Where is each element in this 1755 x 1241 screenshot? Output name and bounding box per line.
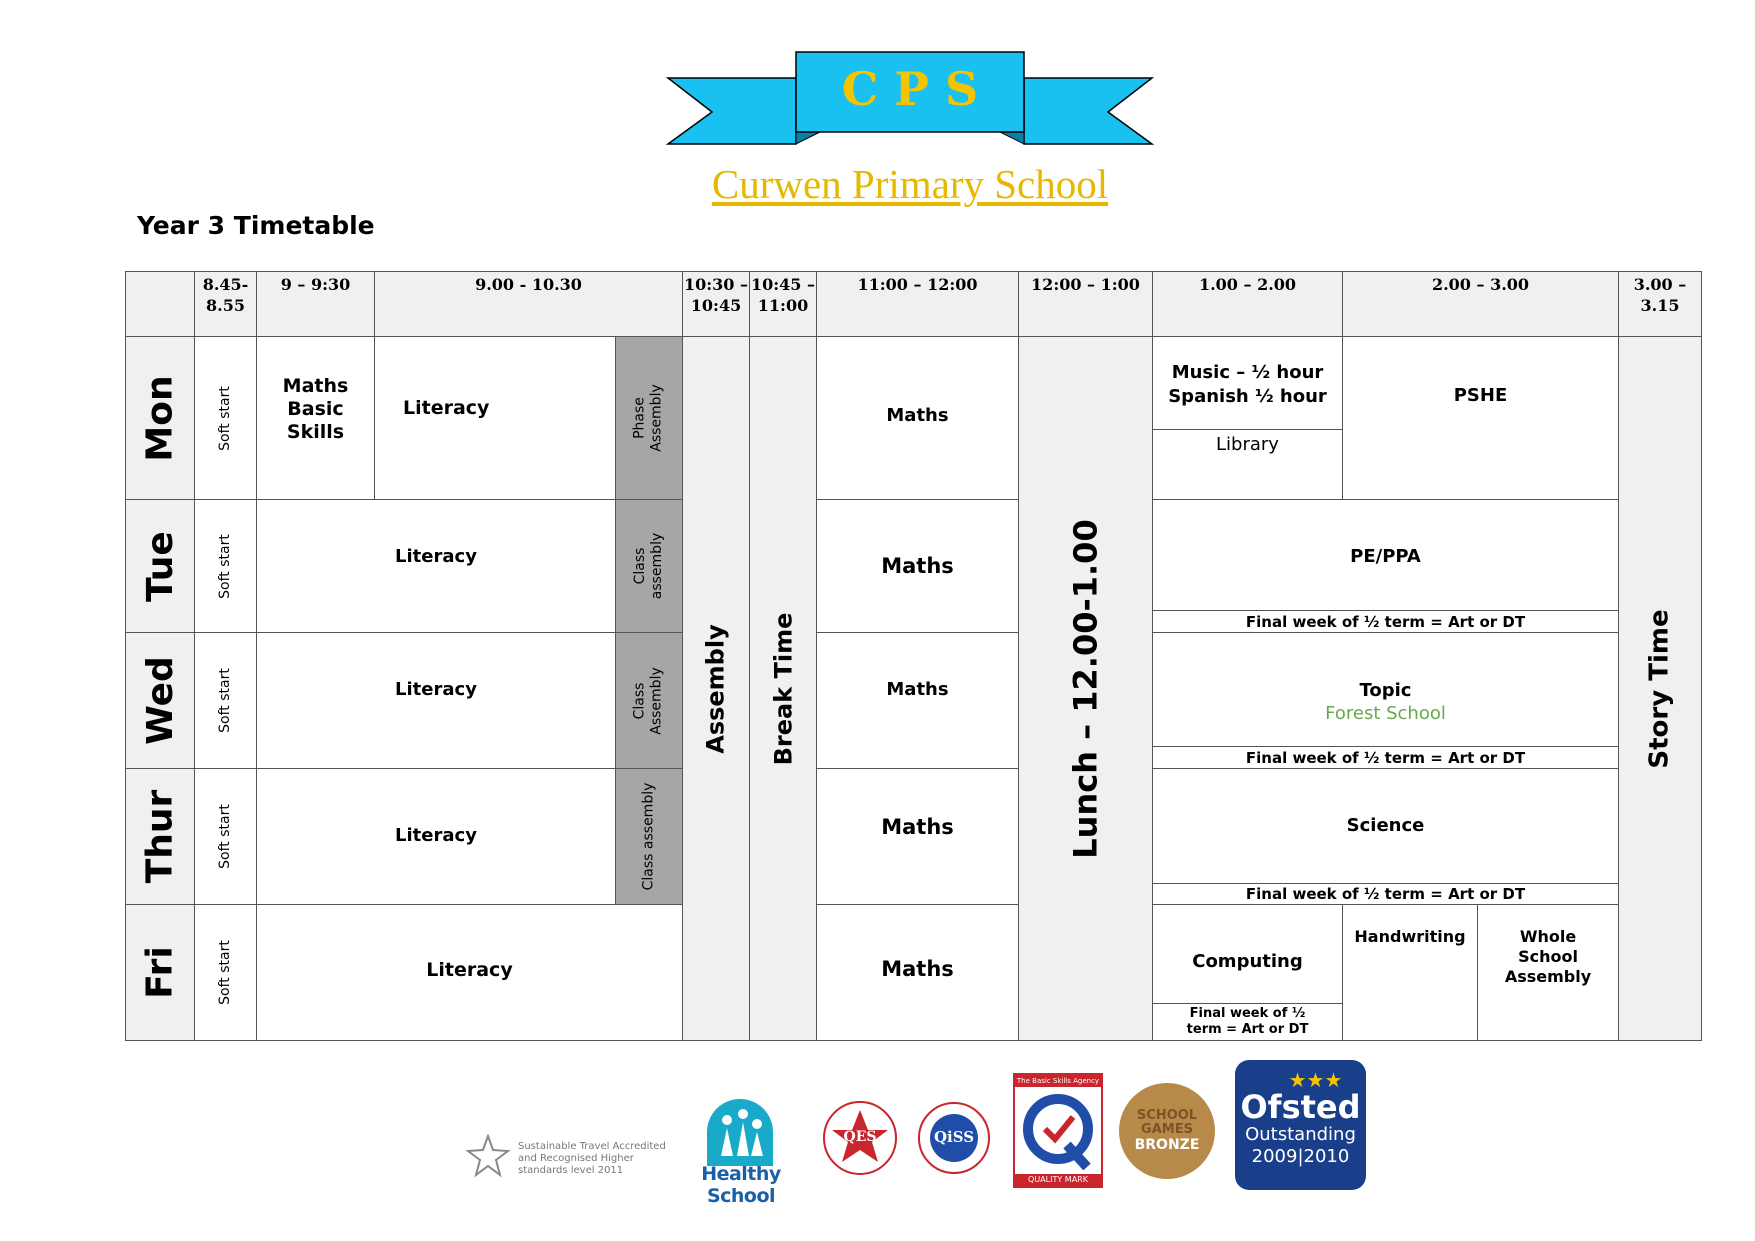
fri-final-week-note: [1152, 1003, 1343, 1041]
pe-ppa-text: PE/PPA: [1350, 546, 1421, 567]
handwriting-text: Handwriting: [1354, 927, 1466, 946]
fri-computing: [1152, 904, 1343, 1004]
break-time-column: [749, 336, 817, 1041]
literacy-text: Literacy: [395, 825, 477, 846]
final-week-text: Final week of ½ term = Art or DT: [1245, 612, 1526, 631]
healthy-school-icon: [703, 1096, 777, 1166]
thur-class-assembly: [615, 768, 683, 905]
story-time-column: [1618, 336, 1702, 1041]
healthy-school-text: Healthy School: [701, 1163, 781, 1207]
wed-literacy: [256, 632, 616, 769]
whole-school-assembly-text: Whole School Assembly: [1504, 927, 1592, 986]
lunch-column: [1018, 336, 1153, 1041]
phase-assembly-text: Phase Assembly: [632, 384, 665, 452]
lunch-text: Lunch – 12.00-1.00: [1066, 518, 1105, 859]
literacy-text: Literacy: [395, 546, 477, 567]
day-label-tue: [125, 499, 195, 633]
ofsted-years-text: 2009|2010: [1251, 1146, 1350, 1167]
final-week-text: Final week of ½ term = Art or DT: [1245, 748, 1526, 767]
soft-start-mon: [194, 336, 257, 500]
thur-final-week-note: [1152, 883, 1619, 905]
soft-start-tue: [194, 499, 257, 633]
soft-start-wed: [194, 632, 257, 769]
soft-start-text: Soft start: [217, 668, 233, 733]
fri-literacy: [256, 904, 683, 1041]
time-header: 10:30 – 10:45: [682, 271, 750, 337]
final-week-text: Final week of ½ term = Art or DT: [1186, 1006, 1309, 1037]
ofsted-logo: [1235, 1060, 1366, 1190]
quality-mark-logo: [1013, 1073, 1103, 1188]
qes-text: QES: [843, 1129, 877, 1145]
thur-literacy: [256, 768, 616, 905]
literacy-text: Literacy: [426, 959, 513, 981]
maths-basic-text: Maths Basic Skills: [282, 375, 349, 443]
mon-pshe: [1342, 336, 1619, 500]
forest-school-text: Forest School: [1325, 703, 1446, 724]
time-header: 8.45- 8.55: [194, 271, 257, 337]
maths-text: Maths: [881, 957, 954, 981]
day-label-wed: [125, 632, 195, 769]
day-fri-text: Fri: [139, 946, 181, 999]
school-games-text: SCHOOL GAMES: [1136, 1108, 1198, 1137]
wed-final-week-note: [1152, 746, 1619, 769]
story-time-text: Story Time: [1645, 608, 1675, 769]
assembly-column: [682, 336, 750, 1041]
sustainable-travel-text: Sustainable Travel Accredited and Recognised Higher standards level 2011: [518, 1141, 666, 1176]
ofsted-text: Ofsted: [1240, 1088, 1361, 1126]
header-corner: [125, 271, 195, 337]
banner-text: C P S: [841, 62, 979, 116]
page-title: Year 3 Timetable: [137, 211, 375, 240]
thur-maths: [816, 768, 1019, 905]
soft-start-fri: [194, 904, 257, 1041]
basic-skills-text: The Basic Skills Agency: [1016, 1077, 1100, 1085]
fri-handwriting: [1342, 904, 1478, 1041]
final-week-text: Final week of ½ term = Art or DT: [1245, 885, 1526, 903]
tue-final-week-note: [1152, 610, 1619, 633]
mon-maths: [816, 336, 1019, 500]
day-mon-text: Mon: [139, 374, 181, 462]
time-header: 2.00 – 3.00: [1342, 271, 1619, 337]
maths-text: Maths: [881, 815, 954, 839]
music-spanish-text: Music – ½ hour Spanish ½ hour: [1168, 362, 1327, 407]
fri-whole-school-assembly: [1477, 904, 1619, 1041]
time-header: 9.00 - 10.30: [374, 271, 683, 337]
soft-start-text: Soft start: [217, 385, 233, 451]
qiss-text: QiSS: [933, 1128, 975, 1146]
computing-text: Computing: [1192, 951, 1303, 972]
ofsted-stars-icon: ★★★: [1288, 1068, 1343, 1092]
tue-pe-ppa: [1152, 499, 1619, 611]
literacy-text: Literacy: [403, 397, 490, 419]
quality-q-icon: [1015, 1087, 1101, 1173]
school-name: Curwen Primary School: [711, 161, 1109, 207]
maths-text: Maths: [886, 405, 949, 426]
soft-start-text: Soft start: [217, 940, 233, 1005]
day-label-fri: [125, 904, 195, 1041]
pshe-text: PSHE: [1453, 385, 1508, 406]
bronze-text: BRONZE: [1134, 1137, 1200, 1153]
time-header: 11:00 – 12:00: [816, 271, 1019, 337]
wed-topic: [1152, 632, 1619, 747]
timetable: [125, 271, 1702, 1041]
time-header: 9 – 9:30: [256, 271, 375, 337]
mon-phase-assembly: [615, 336, 683, 500]
thur-science: [1152, 768, 1619, 884]
soft-start-thur: [194, 768, 257, 905]
assembly-text: Assembly: [702, 623, 731, 754]
school-games-logo: [1119, 1083, 1215, 1179]
fri-maths: [816, 904, 1019, 1041]
maths-text: Maths: [886, 679, 949, 700]
day-tue-text: Tue: [139, 530, 181, 602]
library-text: Library: [1216, 434, 1279, 455]
science-text: Science: [1346, 815, 1425, 836]
mon-maths-basic-skills: [256, 336, 375, 500]
time-header: 1.00 – 2.00: [1152, 271, 1343, 337]
tue-literacy: [256, 499, 616, 633]
class-assembly-text: Class assembly: [632, 532, 665, 600]
star-icon: [466, 1134, 510, 1178]
ofsted-outstanding-text: Outstanding: [1245, 1124, 1356, 1145]
quality-mark-text: QUALITY MARK: [1015, 1174, 1101, 1186]
class-assembly-text: Class assembly: [640, 782, 657, 891]
wed-maths: [816, 632, 1019, 769]
class-assembly-text: Class Assembly: [632, 666, 665, 735]
soft-start-text: Soft start: [217, 804, 233, 869]
break-time-text: Break Time: [769, 612, 797, 765]
soft-start-text: Soft start: [217, 533, 233, 599]
time-header: 3.00 – 3.15: [1618, 271, 1702, 337]
mon-music-spanish: [1152, 336, 1343, 430]
day-label-mon: [125, 336, 195, 500]
mon-library: [1152, 429, 1343, 500]
time-header: 10:45 – 11:00: [749, 271, 817, 337]
literacy-text: Literacy: [395, 679, 477, 700]
topic-text: Topic: [1359, 680, 1412, 701]
wed-class-assembly: [615, 632, 683, 769]
mon-literacy: [374, 336, 616, 500]
tue-class-assembly: [615, 499, 683, 633]
day-wed-text: Wed: [139, 656, 181, 745]
tue-maths: [816, 499, 1019, 633]
time-header: 12:00 – 1:00: [1018, 271, 1153, 337]
day-label-thur: [125, 768, 195, 905]
maths-text: Maths: [881, 554, 954, 578]
day-thur-text: Thur: [139, 789, 181, 884]
